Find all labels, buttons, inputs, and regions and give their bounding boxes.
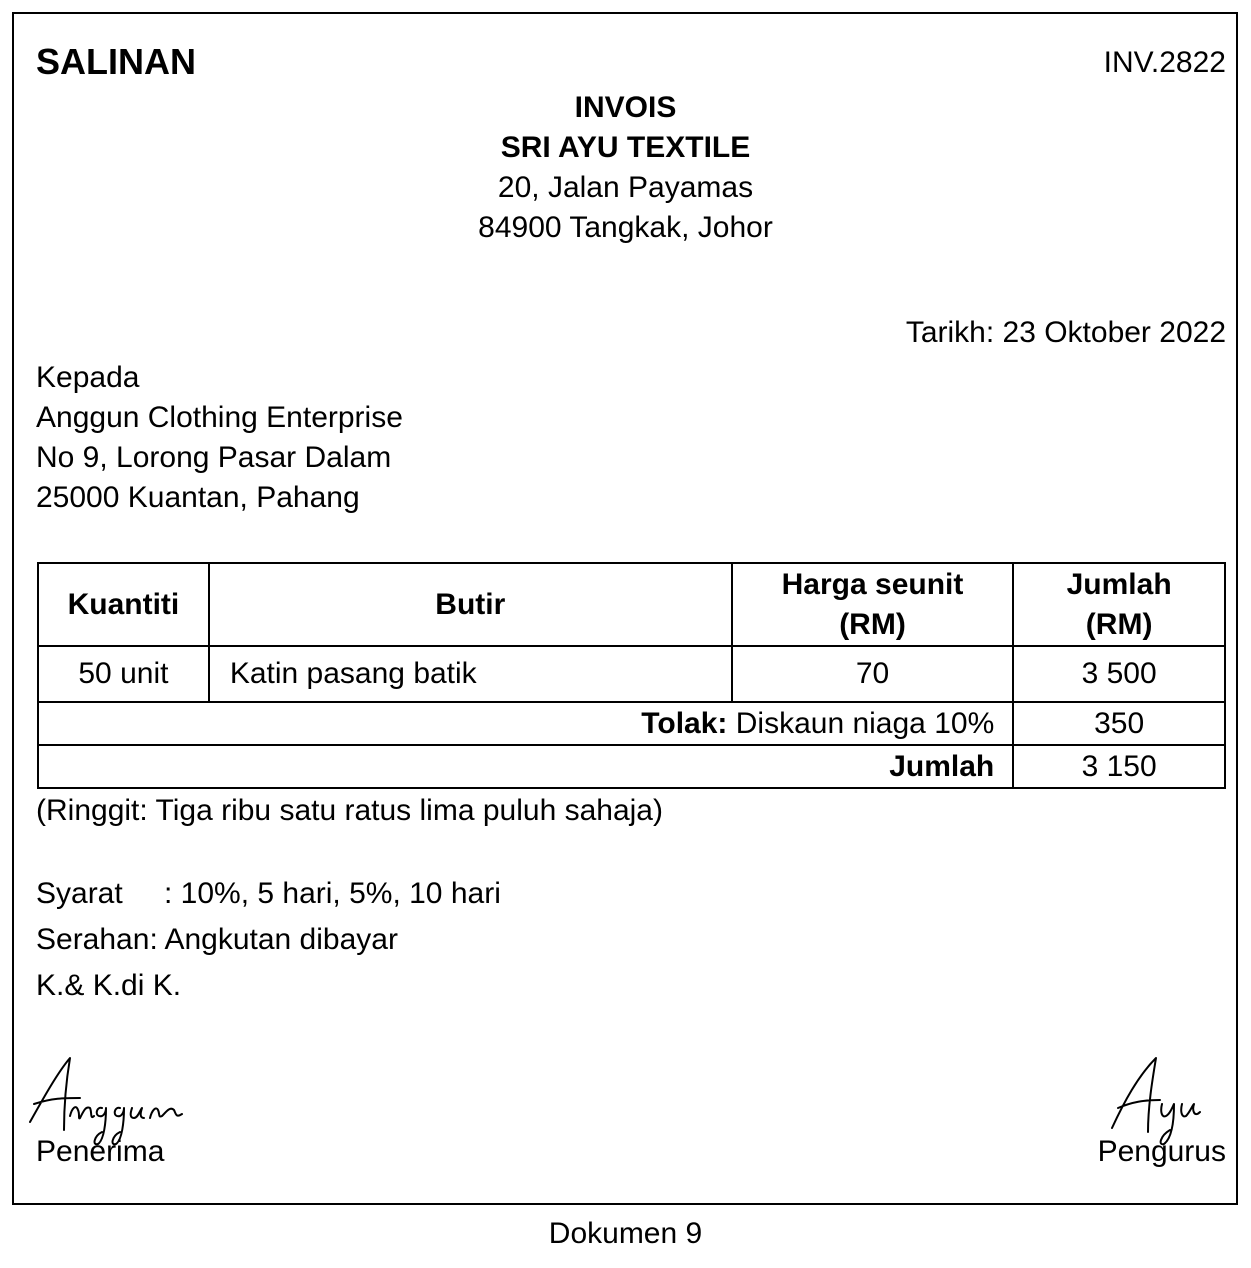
company-address-line1: 20, Jalan Payamas [497, 171, 754, 204]
header-unit-price [732, 563, 1013, 646]
discount-row [38, 702, 1225, 745]
header-item: Butir [209, 563, 732, 646]
copy-label: SALINAN [36, 41, 196, 82]
discount-label-bold: Tolak: [641, 706, 728, 740]
amount-in-words: (Ringgit: Tiga ribu satu ratus lima puluh sahaja) [36, 794, 663, 827]
serahan-label: Serahan [36, 923, 150, 956]
receiver-label: Penerima [36, 1135, 165, 1168]
company-address-line2: 84900 Tangkak, Johor [478, 211, 773, 244]
document-title: INVOIS [574, 91, 677, 124]
terms-syarat [36, 876, 501, 922]
table-header-row [38, 563, 1225, 646]
invoice-table [37, 562, 1226, 789]
header-amount [1013, 563, 1225, 646]
recipient-address [36, 358, 403, 518]
header-unit-price-line2: (RM) [839, 607, 906, 641]
cell-amount: 3 500 [1013, 646, 1225, 702]
total-value: 3 150 [1013, 745, 1225, 788]
discount-label-text: Diskaun niaga 10% [727, 706, 995, 740]
invoice-date: Tarikh: 23 Oktober 2022 [905, 316, 1226, 349]
serahan-value: : Angkutan dibayar [149, 923, 398, 956]
terms-block [36, 876, 501, 1014]
terms-eoe: K.& K.di K. [36, 969, 182, 1002]
invoice-number: INV.2822 [1103, 46, 1226, 79]
cell-quantity: 50 unit [38, 646, 209, 702]
recipient-name: Anggun Clothing Enterprise [36, 401, 403, 434]
header-quantity: Kuantiti [38, 563, 209, 646]
company-name: SRI AYU TEXTILE [500, 131, 751, 164]
recipient-address-line2: 25000 Kuantan, Pahang [36, 481, 360, 514]
header-unit-price-line1: Harga seunit [781, 567, 964, 601]
terms-serahan [36, 922, 501, 968]
company-header [0, 88, 1251, 248]
header-amount-line1: Jumlah [1066, 567, 1172, 601]
total-label: Jumlah [38, 745, 1013, 788]
header-amount-line2: (RM) [1085, 607, 1153, 641]
table-row [38, 646, 1225, 702]
to-label: Kepada [36, 361, 140, 394]
manager-label: Pengurus [1097, 1135, 1226, 1168]
cell-unit-price: 70 [732, 646, 1013, 702]
cell-item: Katin pasang batik [209, 646, 732, 702]
discount-label [38, 702, 1013, 745]
syarat-value: : 10%, 5 hari, 5%, 10 hari [164, 877, 501, 910]
recipient-address-line1: No 9, Lorong Pasar Dalam [36, 441, 392, 474]
discount-value: 350 [1013, 702, 1225, 745]
total-row [38, 745, 1225, 788]
document-caption: Dokumen 9 [548, 1217, 703, 1250]
syarat-label: Syarat [36, 877, 123, 910]
